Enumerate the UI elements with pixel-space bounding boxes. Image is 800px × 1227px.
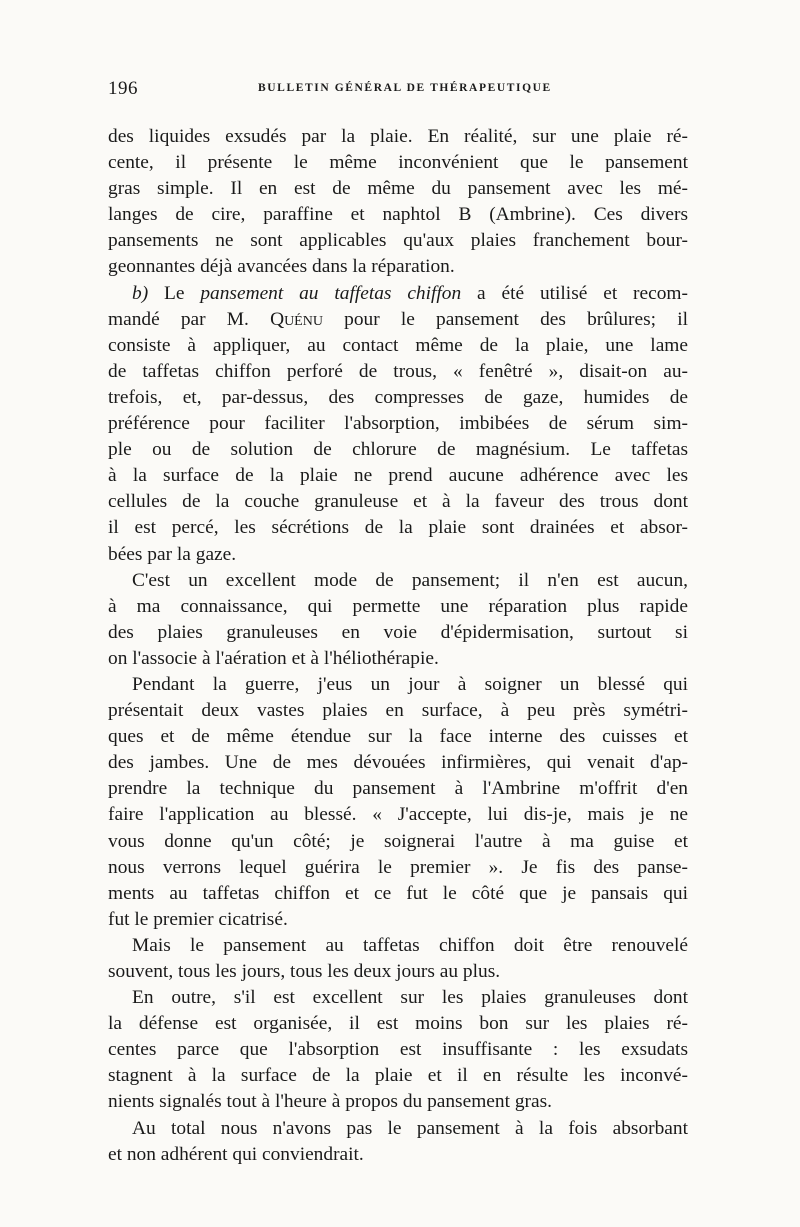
text-line: nous verrons lequel guérira le premier ». Je fis des panse- (108, 856, 688, 878)
text-line: Pendant la guerre, j'eus un jour à soigner un blessé qui (132, 673, 688, 695)
text-line-author (108, 307, 688, 333)
text-line: En outre, s'il est excellent sur les plaies granuleuses dont (132, 987, 688, 1009)
text-line: faire l'application au blessé. « J'accepte, lui dis-je, mais je ne (108, 804, 688, 826)
text-line: stagnent à la surface de la plaie et il en résulte les inconvé- (108, 1065, 688, 1087)
body-text (108, 124, 688, 1168)
text-line: trefois, et, par-dessus, des compresses de gaze, humides de (108, 386, 688, 408)
text-line: centes parce que l'absorption est insuffisante : les exsudats (108, 1039, 688, 1061)
text-line: gras simple. Il en est de même du pansement avec les mé- (108, 178, 688, 200)
text-line: cellules de la couche granuleuse et à la faveur des trous dont (108, 491, 688, 513)
text-line: bées par la gaze. (108, 543, 237, 565)
text-line: il est percé, les sécrétions de la plaie sont drainées et absor- (108, 517, 688, 539)
text-line: prendre la technique du pansement à l'Ambrine m'offrit d'en (108, 778, 688, 800)
text-line: ple ou de solution de chlorure de magnésium. Le taffetas (108, 439, 688, 461)
text-line-italic-phrase (108, 281, 688, 307)
text-line: C'est un excellent mode de pansement; il n'en est aucun, (132, 569, 688, 591)
text-line: à ma connaissance, qui permette une réparation plus rapide (108, 595, 688, 617)
author-name: Quénu (270, 308, 323, 330)
text-line: souvent, tous les jours, tous les deux jours au plus. (108, 961, 501, 982)
text-line: présentait deux vastes plaies en surface, à peu près symétri- (108, 700, 688, 722)
text-line: ques et de même étendue sur la face interne des cuisses et (108, 726, 688, 748)
text-line: des jambes. Une de mes dévouées infirmières, qui venait d'ap- (108, 752, 688, 774)
text-line: langes de cire, paraffine et naphtol B (Ambrine). Ces divers (108, 204, 688, 226)
text-line: préférence pour faciliter l'absorption, imbibées de sérum sim- (108, 413, 688, 435)
running-title: BULLETIN GÉNÉRAL DE THÉRAPEUTIQUE (258, 82, 552, 94)
text-fragment: pour le pansement des brûlures; il (344, 308, 688, 330)
text-line: fut le premier cicatrisé. (108, 908, 288, 930)
text-line: de taffetas chiffon perforé de trous, « fenêtré », disait-on au- (108, 360, 688, 382)
text-line: geonnantes déjà avancées dans la réparation. (108, 256, 455, 278)
text-line: consiste à appliquer, au contact même de la plaie, une lame (108, 334, 688, 356)
text-fragment: mandé par M. (108, 308, 249, 330)
text-fragment: Le (164, 282, 185, 304)
text-line: Mais le pansement au taffetas chiffon doit être renouvelé (132, 934, 688, 956)
text-line: ments au taffetas chiffon et ce fut le côté que je pansais qui (108, 882, 688, 904)
page-number: 196 (108, 78, 138, 99)
italic-phrase: pansement au taffetas chiffon (200, 282, 462, 304)
text-line: pansements ne sont applicables qu'aux plaies franchement bour- (108, 230, 688, 252)
text-line: vous donne qu'un côté; je soignerai l'autre à ma guise et (108, 830, 688, 852)
text-line: nients signalés tout à l'heure à propos du pansement gras. (108, 1091, 552, 1113)
enumeration-marker: b) (132, 282, 149, 304)
page-header (108, 78, 688, 102)
text-line: et non adhérent qui conviendrait. (108, 1143, 364, 1165)
text-line: des liquides exsudés par la plaie. En réalité, sur une plaie ré- (108, 126, 688, 147)
text-line: cente, il présente le même inconvénient que le pansement (108, 152, 688, 174)
text-line: on l'associe à l'aération et à l'héliothérapie. (108, 647, 439, 669)
text-fragment: a été utilisé et recom- (477, 282, 688, 304)
text-line: des plaies granuleuses en voie d'épidermisation, surtout si (108, 621, 688, 643)
text-line: à la surface de la plaie ne prend aucune adhérence avec les (108, 465, 688, 487)
text-line: Au total nous n'avons pas le pansement à la fois absorbant (132, 1117, 688, 1139)
text-line: la défense est organisée, il est moins bon sur les plaies ré- (108, 1013, 688, 1035)
